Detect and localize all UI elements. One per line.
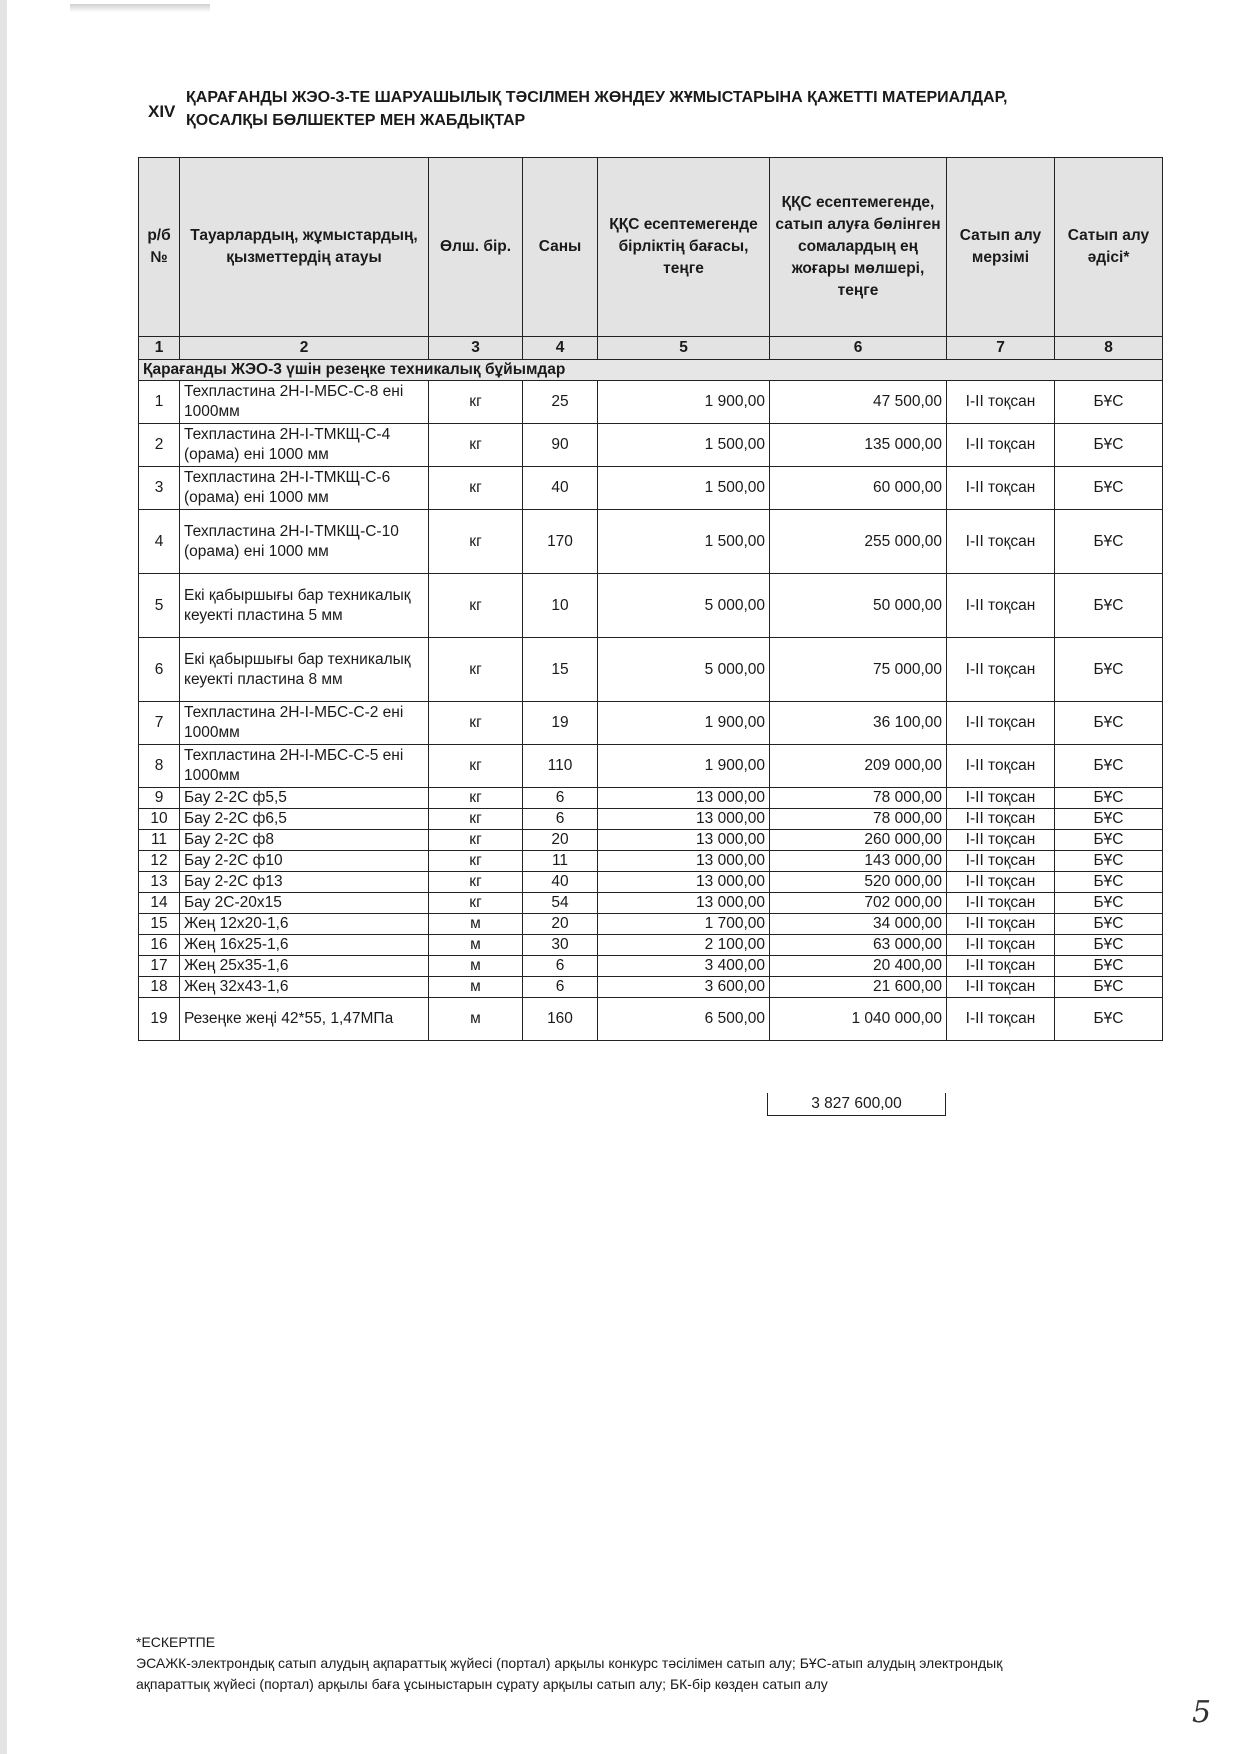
unit: кг: [429, 830, 523, 851]
table-row: [139, 809, 1163, 830]
header-cell: Саны: [523, 158, 598, 337]
item-name: Жең 16х25-1,6: [180, 935, 429, 956]
row-number: 11: [139, 830, 180, 851]
quantity: 19: [523, 702, 598, 745]
column-number: 7: [947, 337, 1055, 360]
table-row: [139, 872, 1163, 893]
unit: кг: [429, 467, 523, 510]
quantity: 90: [523, 424, 598, 467]
quantity: 11: [523, 851, 598, 872]
unit-price: 13 000,00: [598, 893, 770, 914]
unit: кг: [429, 574, 523, 638]
unit: м: [429, 935, 523, 956]
unit-price: 2 100,00: [598, 935, 770, 956]
column-number: 3: [429, 337, 523, 360]
item-name: Техпластина 2Н-I-МБС-С-8 ені 1000мм: [180, 381, 429, 424]
quantity: 25: [523, 381, 598, 424]
unit-price: 3 600,00: [598, 977, 770, 998]
purchase-term: I-II тоқсан: [947, 381, 1055, 424]
row-number: 17: [139, 956, 180, 977]
footnote: [136, 1632, 1136, 1695]
item-name: Техпластина 2Н-I-ТМКЩ-С-6 (орама) ені 1000 мм: [180, 467, 429, 510]
total-amount: 50 000,00: [770, 574, 947, 638]
unit-price: 1 500,00: [598, 510, 770, 574]
item-name: Жең 25х35-1,6: [180, 956, 429, 977]
purchase-method: БҰС: [1055, 977, 1163, 998]
purchase-term: I-II тоқсан: [947, 702, 1055, 745]
unit: кг: [429, 809, 523, 830]
purchase-method: БҰС: [1055, 638, 1163, 702]
quantity: 30: [523, 935, 598, 956]
header-cell: Өлш. бір.: [429, 158, 523, 337]
row-number: 6: [139, 638, 180, 702]
table-row: [139, 977, 1163, 998]
column-number: 8: [1055, 337, 1163, 360]
purchase-method: БҰС: [1055, 467, 1163, 510]
item-name: Жең 32х43-1,6: [180, 977, 429, 998]
row-number: 14: [139, 893, 180, 914]
row-number: 3: [139, 467, 180, 510]
total-amount: 260 000,00: [770, 830, 947, 851]
unit: м: [429, 977, 523, 998]
unit-price: 6 500,00: [598, 998, 770, 1041]
unit-price: 13 000,00: [598, 788, 770, 809]
table-row: [139, 956, 1163, 977]
item-name: Бау 2С-20х15: [180, 893, 429, 914]
table-row: [139, 851, 1163, 872]
item-name: Техпластина 2Н-I-МБС-С-2 ені 1000мм: [180, 702, 429, 745]
unit-price: 1 500,00: [598, 467, 770, 510]
unit: кг: [429, 702, 523, 745]
purchase-method: БҰС: [1055, 788, 1163, 809]
purchase-method: БҰС: [1055, 998, 1163, 1041]
purchase-term: I-II тоқсан: [947, 745, 1055, 788]
total-amount: 36 100,00: [770, 702, 947, 745]
unit: м: [429, 914, 523, 935]
quantity: 6: [523, 956, 598, 977]
scan-edge: [0, 0, 7, 1754]
unit-price: 13 000,00: [598, 872, 770, 893]
unit-price: 3 400,00: [598, 956, 770, 977]
table-row: [139, 638, 1163, 702]
table-row: [139, 702, 1163, 745]
quantity: 6: [523, 809, 598, 830]
purchase-term: I-II тоқсан: [947, 574, 1055, 638]
scan-shadow: [70, 4, 210, 12]
unit-price: 13 000,00: [598, 851, 770, 872]
purchase-method: БҰС: [1055, 851, 1163, 872]
section-label: Қарағанды ЖЭО-3 үшін резеңке техникалық бұйымдар: [139, 360, 1163, 381]
grand-total: 3 827 600,00: [767, 1093, 946, 1116]
total-amount: 702 000,00: [770, 893, 947, 914]
table-row: [139, 467, 1163, 510]
row-number: 12: [139, 851, 180, 872]
title-line-2: ҚОСАЛҚЫ БӨЛШЕКТЕР МЕН ЖАБДЫҚТАР: [186, 112, 526, 129]
quantity: 110: [523, 745, 598, 788]
quantity: 15: [523, 638, 598, 702]
header-cell: Тауарлардың, жұмыстардың, қызметтердің атауы: [180, 158, 429, 337]
unit-price: 1 900,00: [598, 702, 770, 745]
row-number: 18: [139, 977, 180, 998]
item-name: Бау 2-2С ф6,5: [180, 809, 429, 830]
footnote-line: ақпараттық жүйесі (портал) арқылы баға ұсыныстарын сұрату арқылы сатып алу; БК-бір көзден сатып алу: [136, 1676, 828, 1692]
total-amount: 520 000,00: [770, 872, 947, 893]
unit-price: 1 900,00: [598, 745, 770, 788]
unit: кг: [429, 638, 523, 702]
row-number: 9: [139, 788, 180, 809]
total-amount: 1 040 000,00: [770, 998, 947, 1041]
table-row: [139, 745, 1163, 788]
unit: кг: [429, 872, 523, 893]
item-name: Резеңке жеңі 42*55, 1,47МПа: [180, 998, 429, 1041]
table-row: [139, 424, 1163, 467]
row-number: 13: [139, 872, 180, 893]
header-cell: ҚҚС есептемегенде бірліктің бағасы, теңге: [598, 158, 770, 337]
item-name: Екі қабыршығы бар техникалық кеуекті пластина 8 мм: [180, 638, 429, 702]
row-number: 15: [139, 914, 180, 935]
total-amount: 21 600,00: [770, 977, 947, 998]
unit-price: 5 000,00: [598, 574, 770, 638]
purchase-term: I-II тоқсан: [947, 956, 1055, 977]
purchase-method: БҰС: [1055, 893, 1163, 914]
purchase-term: I-II тоқсан: [947, 788, 1055, 809]
unit: кг: [429, 424, 523, 467]
quantity: 40: [523, 467, 598, 510]
table-row: [139, 935, 1163, 956]
row-number: 10: [139, 809, 180, 830]
item-name: Екі қабыршығы бар техникалық кеуекті пластина 5 мм: [180, 574, 429, 638]
column-number-row: [139, 337, 1163, 360]
unit-price: 13 000,00: [598, 830, 770, 851]
purchase-method: БҰС: [1055, 702, 1163, 745]
item-name: Бау 2-2С ф8: [180, 830, 429, 851]
unit-price: 1 700,00: [598, 914, 770, 935]
purchase-method: БҰС: [1055, 914, 1163, 935]
total-amount: 78 000,00: [770, 809, 947, 830]
table-row: [139, 893, 1163, 914]
column-number: 6: [770, 337, 947, 360]
quantity: 6: [523, 977, 598, 998]
purchase-method: БҰС: [1055, 510, 1163, 574]
footnote-title: *ЕСКЕРТПЕ: [136, 1634, 216, 1650]
row-number: 4: [139, 510, 180, 574]
unit: кг: [429, 851, 523, 872]
table-row: [139, 574, 1163, 638]
purchase-method: БҰС: [1055, 809, 1163, 830]
row-number: 19: [139, 998, 180, 1041]
item-name: Бау 2-2С ф5,5: [180, 788, 429, 809]
quantity: 40: [523, 872, 598, 893]
purchase-term: I-II тоқсан: [947, 830, 1055, 851]
table-row: [139, 830, 1163, 851]
total-amount: 255 000,00: [770, 510, 947, 574]
item-name: Техпластина 2Н-I-ТМКЩ-С-10 (орама) ені 1000 мм: [180, 510, 429, 574]
item-name: Жең 12х20-1,6: [180, 914, 429, 935]
table-row: [139, 510, 1163, 574]
unit-price: 13 000,00: [598, 809, 770, 830]
table-row: [139, 788, 1163, 809]
purchase-method: БҰС: [1055, 830, 1163, 851]
row-number: 16: [139, 935, 180, 956]
quantity: 6: [523, 788, 598, 809]
column-number: 4: [523, 337, 598, 360]
page-number: 5: [1192, 1695, 1212, 1730]
item-name: Бау 2-2С ф10: [180, 851, 429, 872]
header-cell: р/б №: [139, 158, 180, 337]
row-number: 2: [139, 424, 180, 467]
unit-price: 5 000,00: [598, 638, 770, 702]
purchase-term: I-II тоқсан: [947, 914, 1055, 935]
purchase-term: I-II тоқсан: [947, 809, 1055, 830]
quantity: 160: [523, 998, 598, 1041]
total-amount: 47 500,00: [770, 381, 947, 424]
row-number: 7: [139, 702, 180, 745]
table-row: [139, 914, 1163, 935]
unit-price: 1 500,00: [598, 424, 770, 467]
purchase-term: I-II тоқсан: [947, 424, 1055, 467]
purchase-method: БҰС: [1055, 872, 1163, 893]
row-number: 5: [139, 574, 180, 638]
item-name: Техпластина 2Н-I-МБС-С-5 ені 1000мм: [180, 745, 429, 788]
purchase-method: БҰС: [1055, 935, 1163, 956]
column-number: 5: [598, 337, 770, 360]
total-amount: 78 000,00: [770, 788, 947, 809]
purchase-term: I-II тоқсан: [947, 998, 1055, 1041]
unit: кг: [429, 745, 523, 788]
header-row: [139, 158, 1163, 337]
title-line-1: ҚАРАҒАНДЫ ЖЭО-3-ТЕ ШАРУАШЫЛЫҚ ТӘСІЛМЕН ЖӨНДЕУ ЖҰМЫСТАРЫНА ҚАЖЕТТІ МАТЕРИАЛДАР,: [186, 89, 1008, 106]
total-amount: 60 000,00: [770, 467, 947, 510]
unit: м: [429, 998, 523, 1041]
quantity: 54: [523, 893, 598, 914]
quantity: 10: [523, 574, 598, 638]
total-amount: 20 400,00: [770, 956, 947, 977]
item-name: Бау 2-2С ф13: [180, 872, 429, 893]
materials-table: [138, 157, 1163, 1041]
purchase-method: БҰС: [1055, 745, 1163, 788]
row-number: 8: [139, 745, 180, 788]
purchase-term: I-II тоқсан: [947, 467, 1055, 510]
purchase-term: I-II тоқсан: [947, 510, 1055, 574]
purchase-term: I-II тоқсан: [947, 935, 1055, 956]
header-cell: ҚҚС есептемегенде, сатып алуға бөлінген сомалардың ең жоғары мөлшері, теңге: [770, 158, 947, 337]
total-amount: 135 000,00: [770, 424, 947, 467]
quantity: 20: [523, 830, 598, 851]
unit-price: 1 900,00: [598, 381, 770, 424]
purchase-term: I-II тоқсан: [947, 893, 1055, 914]
section-number: XIV: [148, 102, 176, 121]
column-number: 1: [139, 337, 180, 360]
header-cell: Сатып алу әдісі*: [1055, 158, 1163, 337]
total-amount: 75 000,00: [770, 638, 947, 702]
unit: м: [429, 956, 523, 977]
quantity: 170: [523, 510, 598, 574]
purchase-method: БҰС: [1055, 574, 1163, 638]
unit: кг: [429, 510, 523, 574]
purchase-term: I-II тоқсан: [947, 977, 1055, 998]
purchase-method: БҰС: [1055, 381, 1163, 424]
unit: кг: [429, 381, 523, 424]
table-row: [139, 381, 1163, 424]
purchase-term: I-II тоқсан: [947, 638, 1055, 702]
total-amount: 143 000,00: [770, 851, 947, 872]
unit: кг: [429, 893, 523, 914]
unit: кг: [429, 788, 523, 809]
purchase-term: I-II тоқсан: [947, 872, 1055, 893]
document-title: [186, 86, 1008, 132]
quantity: 20: [523, 914, 598, 935]
section-row: [139, 360, 1163, 381]
header-cell: Сатып алу мерзімі: [947, 158, 1055, 337]
table-row: [139, 998, 1163, 1041]
item-name: Техпластина 2Н-I-ТМКЩ-С-4 (орама) ені 1000 мм: [180, 424, 429, 467]
row-number: 1: [139, 381, 180, 424]
purchase-term: I-II тоқсан: [947, 851, 1055, 872]
purchase-method: БҰС: [1055, 424, 1163, 467]
total-amount: 63 000,00: [770, 935, 947, 956]
column-number: 2: [180, 337, 429, 360]
footnote-line: ЭСАЖК-электрондық сатып алудың ақпараттық жүйесі (портал) арқылы конкурс тәсілімен сатып алу; БҰС-атып алудың электрондық: [136, 1655, 1003, 1671]
total-amount: 34 000,00: [770, 914, 947, 935]
purchase-method: БҰС: [1055, 956, 1163, 977]
total-amount: 209 000,00: [770, 745, 947, 788]
